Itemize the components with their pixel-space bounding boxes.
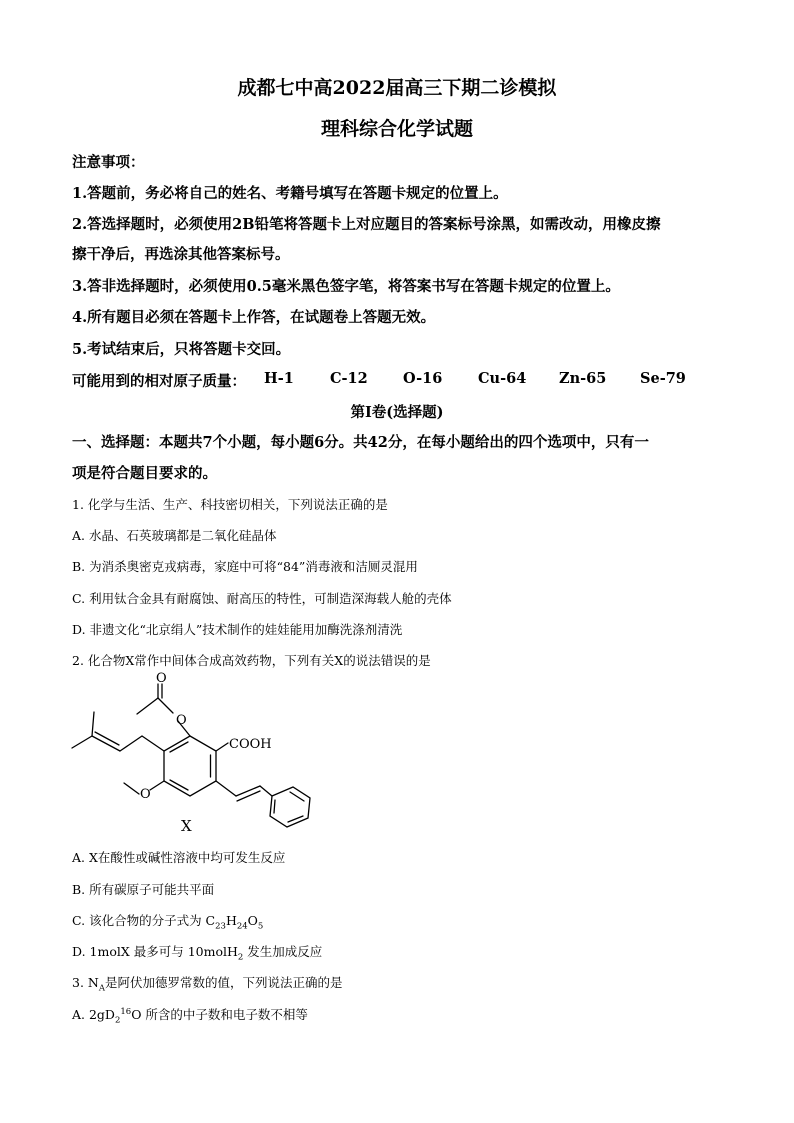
question-1-option-a: A. 水晶、石英玻璃都是二氧化硅晶体 bbox=[72, 528, 277, 543]
atomic-mass-value: C-12 bbox=[330, 370, 368, 387]
question-1-stem: 1. 化学与生活、生产、科技密切相关，下列说法正确的是 bbox=[72, 497, 388, 512]
cooh-label: COOH bbox=[229, 737, 272, 752]
note-item: 1.答题前，务必将自己的姓名、考籍号填写在答题卡规定的位置上。 bbox=[72, 185, 508, 202]
notes-heading: 注意事项： bbox=[72, 154, 145, 171]
atomic-mass-value: Zn-65 bbox=[559, 370, 607, 387]
page-title: 成都七中高2022届高三下期二诊模拟 bbox=[237, 77, 557, 99]
question-2-option-d: D. 1molX 最多可与 10molH$_2$ 发生加成反应 bbox=[72, 944, 323, 963]
note-item: 2.答选择题时，必须使用2B铅笔将答题卡上对应题目的答案标号涂黑，如需改动，用橡皮擦 bbox=[72, 216, 661, 233]
question-3-option-a: A. $2gD_2^{16}O$ 所含的中子数和电子数不相等 bbox=[72, 1006, 308, 1026]
question-1-option-c: C. 利用钛合金具有耐腐蚀、耐高压的特性，可制造深海载人舱的壳体 bbox=[72, 591, 452, 606]
atomic-mass-line bbox=[72, 370, 752, 390]
note-item: 5.考试结束后，只将答题卡交回。 bbox=[72, 341, 291, 358]
atomic-mass-value: H-1 bbox=[264, 370, 294, 387]
svg-text:O: O bbox=[140, 787, 151, 802]
instruction-line: 一、选择题：本题共7个小题，每小题6分。共42分，在每小题给出的四个选项中，只有一 bbox=[72, 434, 649, 451]
question-1-option-b: B. 为消杀奥密克戎病毒，家庭中可将“84”消毒液和洁厕灵混用 bbox=[72, 559, 418, 574]
note-item: 3.答非选择题时，必须使用0.5毫米黑色签字笔，将答案书写在答题卡规定的位置上。 bbox=[72, 278, 620, 295]
question-2-option-b: B. 所有碳原子可能共平面 bbox=[72, 882, 215, 897]
svg-text:O: O bbox=[176, 713, 187, 728]
note-item: 4.所有题目必须在答题卡上作答，在试题卷上答题无效。 bbox=[72, 309, 436, 326]
question-3-stem: 3. $N_A$是阿伏加德罗常数的值，下列说法正确的是 bbox=[72, 975, 343, 994]
note-item: 擦干净后，再选涂其他答案标号。 bbox=[72, 246, 290, 263]
svg-text:O: O bbox=[156, 671, 167, 686]
page-subtitle: 理科综合化学试题 bbox=[320, 118, 473, 140]
structure-diagram bbox=[60, 670, 320, 840]
atomic-mass-value: Se-79 bbox=[640, 370, 686, 387]
section-heading: 第I卷(选择题) bbox=[350, 404, 444, 421]
question-2-option-a: A. X在酸性或碱性溶液中均可发生反应 bbox=[72, 850, 286, 865]
instruction-line: 项是符合题目要求的。 bbox=[72, 465, 217, 482]
atomic-mass-value: O-16 bbox=[403, 370, 443, 387]
question-2-stem: 2. 化合物X常作中间体合成高效药物，下列有关X的说法错误的是 bbox=[72, 653, 431, 668]
structure-label: X bbox=[181, 817, 192, 835]
question-2-option-c: C. 该化合物的分子式为 $C_{23}H_{24}O_5$ bbox=[72, 913, 264, 932]
atomic-mass-label: 可能用到的相对原子质量： bbox=[72, 373, 246, 390]
question-1-option-d: D. 非遗文化“北京绢人”技术制作的娃娃能用加酶洗涤剂清洗 bbox=[72, 622, 403, 637]
atomic-mass-value: Cu-64 bbox=[478, 370, 527, 387]
